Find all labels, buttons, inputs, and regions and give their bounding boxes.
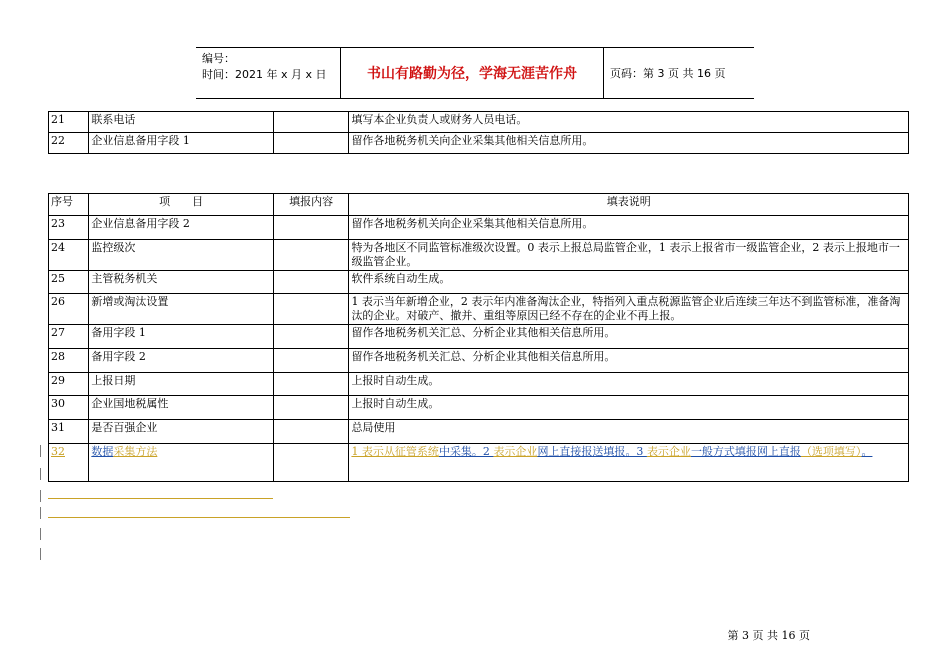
table-row <box>49 294 909 325</box>
header-meta <box>196 48 340 98</box>
row-item: 新增或淘汰设置 <box>89 294 274 325</box>
table-row <box>49 112 909 133</box>
row-number <box>49 444 89 482</box>
row-note: 留作各地税务机关汇总、分析企业其他相关信息所用。 <box>349 349 909 373</box>
note-part: 网上直接报送填报 <box>537 445 626 458</box>
note-part: 。 <box>861 445 873 458</box>
row-content[interactable] <box>273 240 349 271</box>
row-number: 22 <box>49 133 89 154</box>
note-part: 中采集。2 <box>438 445 494 458</box>
row-number: 29 <box>49 373 89 396</box>
row-content[interactable] <box>273 294 349 325</box>
note-part: 表示企业 <box>493 445 538 458</box>
row-content[interactable] <box>273 420 349 444</box>
table-row <box>49 396 909 420</box>
table-row <box>49 240 909 271</box>
note-part: 表示企业 <box>646 445 691 458</box>
row-content[interactable] <box>273 325 349 349</box>
row-note: 特为各地区不同监管标准级次设置。0 表示上报总局监管企业，1 表示上报省市一级监管企业，2 表示上报地市一级监管企业。 <box>349 240 909 271</box>
note-part: （选项填写） <box>800 445 862 458</box>
header-motto: 书山有路勤为径，学海无涯苦作舟 <box>340 48 604 98</box>
row-content[interactable] <box>273 271 349 294</box>
form-table-part-1 <box>48 111 909 154</box>
row-item: 企业国地税属性 <box>89 396 274 420</box>
row-item: 联系电话 <box>89 112 274 133</box>
row-note: 上报时自动生成。 <box>349 396 909 420</box>
row-content[interactable] <box>273 444 349 482</box>
date-label: 时间：2021 年 x 月 x 日 <box>202 68 327 81</box>
row-item <box>89 444 274 482</box>
row-note: 留作各地税务机关向企业采集其他相关信息所用。 <box>349 216 909 240</box>
row-note <box>349 444 909 482</box>
row-item: 是否百强企业 <box>89 420 274 444</box>
row-item-text-a: 数据 <box>91 445 114 458</box>
comment-line <box>48 498 273 499</box>
row-content[interactable] <box>273 373 349 396</box>
row-content[interactable] <box>273 216 349 240</box>
row-item: 企业信息备用字段 1 <box>89 133 274 154</box>
row-number: 25 <box>49 271 89 294</box>
header-item: 项 目 <box>89 194 274 216</box>
header-no: 序号 <box>49 194 89 216</box>
table-row <box>49 133 909 154</box>
row-content[interactable] <box>273 349 349 373</box>
row-item: 监控级次 <box>89 240 274 271</box>
page-header <box>196 47 754 99</box>
row-note: 留作各地税务机关汇总、分析企业其他相关信息所用。 <box>349 325 909 349</box>
header-page-number: 页码：第 3 页 共 16 页 <box>610 67 726 80</box>
change-bar <box>40 548 41 560</box>
row-item: 备用字段 1 <box>89 325 274 349</box>
table-row <box>49 349 909 373</box>
row-number: 27 <box>49 325 89 349</box>
table-row-tracked <box>49 444 909 482</box>
row-content[interactable] <box>273 133 349 154</box>
table-row <box>49 420 909 444</box>
table-row <box>49 373 909 396</box>
note-part: 一般方式填报网上直报 <box>690 445 801 458</box>
number-label: 编号： <box>202 52 235 65</box>
row-content[interactable] <box>273 112 349 133</box>
row-note: 上报时自动生成。 <box>349 373 909 396</box>
row-content[interactable] <box>273 396 349 420</box>
row-number: 23 <box>49 216 89 240</box>
header-content: 填报内容 <box>273 194 349 216</box>
row-number: 24 <box>49 240 89 271</box>
note-part: 。3 <box>625 445 647 458</box>
row-note: 1 表示当年新增企业，2 表示年内准备淘汰企业，特指列入重点税源监管企业后连续三年达不到监管标准，准备淘汰的企业。对破产、撤并、重组等原因已经不存在的企业不再上报。 <box>349 294 909 325</box>
row-item: 主管税务机关 <box>89 271 274 294</box>
row-item: 备用字段 2 <box>89 349 274 373</box>
row-number: 31 <box>49 420 89 444</box>
change-bar <box>40 445 41 457</box>
row-number-text: 32 <box>51 445 65 458</box>
change-bar <box>40 528 41 540</box>
row-item-text-b: 采集方法 <box>113 445 158 458</box>
table-row <box>49 325 909 349</box>
row-item: 企业信息备用字段 2 <box>89 216 274 240</box>
form-table-part-2 <box>48 193 909 482</box>
row-number: 26 <box>49 294 89 325</box>
table-row <box>49 216 909 240</box>
comment-line <box>48 517 350 518</box>
change-bar <box>40 507 41 519</box>
page-footer: 第 3 页 共 16 页 <box>727 629 810 642</box>
row-item: 上报日期 <box>89 373 274 396</box>
header-note: 填表说明 <box>349 194 909 216</box>
change-bar <box>40 490 41 502</box>
row-note: 留作各地税务机关向企业采集其他相关信息所用。 <box>349 133 909 154</box>
row-number: 21 <box>49 112 89 133</box>
table-header-row <box>49 194 909 216</box>
row-note: 填写本企业负责人或财务人员电话。 <box>349 112 909 133</box>
row-note: 软件系统自动生成。 <box>349 271 909 294</box>
change-bar <box>40 468 41 480</box>
table-row <box>49 271 909 294</box>
note-part: 从征管系统 <box>383 445 439 458</box>
note-part: 1 表示 <box>351 445 384 458</box>
row-number: 30 <box>49 396 89 420</box>
row-number: 28 <box>49 349 89 373</box>
row-note: 总局使用 <box>349 420 909 444</box>
